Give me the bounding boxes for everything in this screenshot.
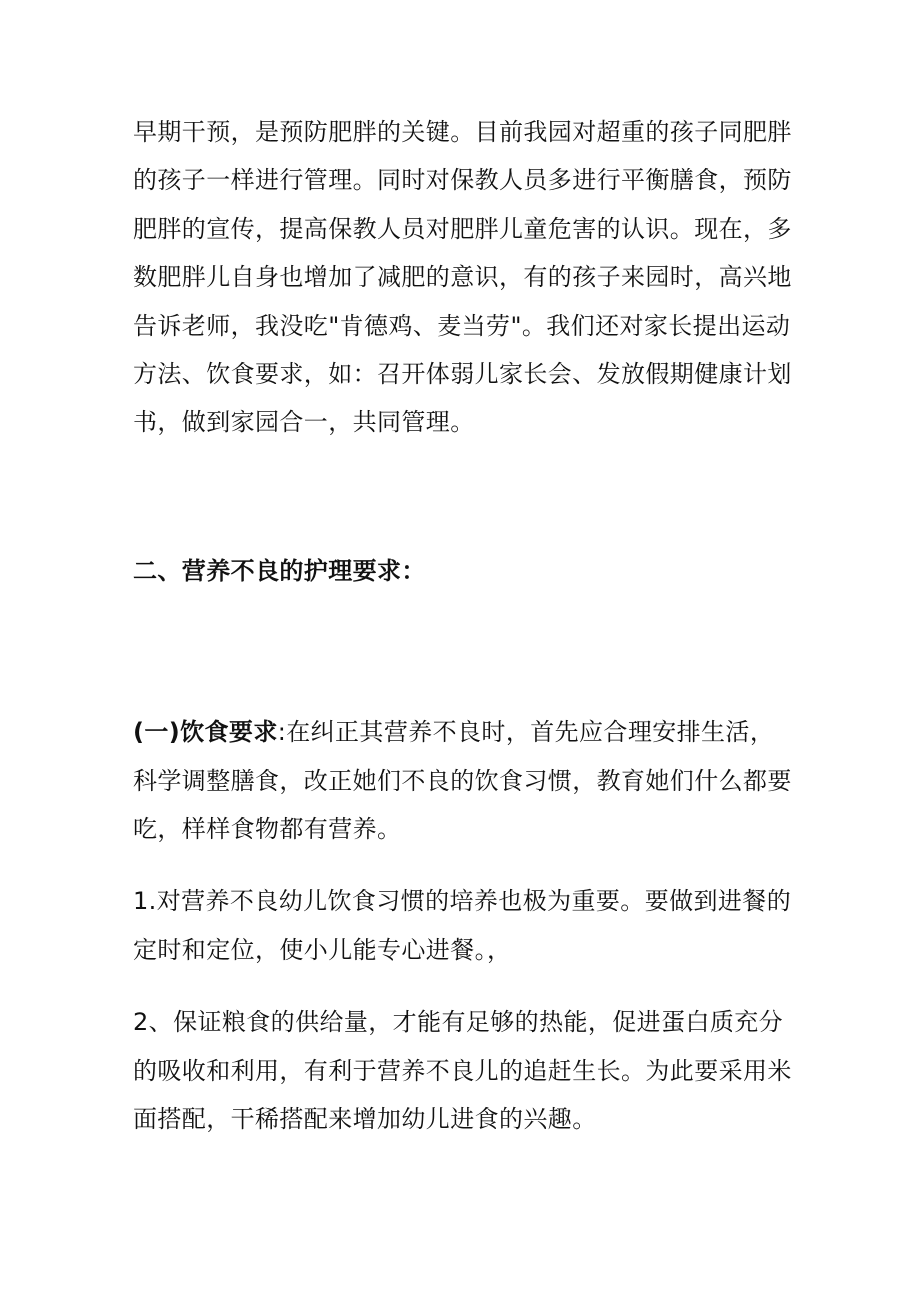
list-item-line: 1.对营养不良幼儿饮食习惯的培养也极为重要。要做到进餐的	[133, 887, 792, 915]
paragraph-line: 告诉老师，我没吃"肯德鸡、麦当劳"。我们还对家长提出运动	[133, 312, 791, 340]
paragraph-line: 肥胖的宣传，提高保教人员对肥胖儿童危害的认识。现在，多	[133, 215, 792, 243]
paragraph-line: 的孩子一样进行管理。同时对保教人员多进行平衡膳食，预防	[133, 166, 792, 194]
subsection-text: :在纠正其营养不良时，首先应合理安排生活，	[277, 718, 775, 746]
subsection-heading: (一)饮食要求	[133, 718, 278, 746]
list-item-line: 的吸收和利用，有利于营养不良儿的追赶生长。为此要采用米	[133, 1057, 792, 1085]
list-item-line: 2、保证粮食的供给量，才能有足够的热能，促进蛋白质充分	[133, 1008, 784, 1036]
paragraph-line: 早期干预，是预防肥胖的关键。目前我园对超重的孩子同肥胖	[133, 118, 792, 146]
subsection-first-line	[133, 717, 774, 747]
paragraph-line: 书，做到家园合一，共同管理。	[133, 408, 475, 436]
list-item-line: 定时和定位，使小儿能专心进餐。，	[133, 936, 512, 964]
section-heading: 二、营养不良的护理要求：	[133, 557, 426, 585]
paragraph-line: 数肥胖儿自身也增加了减肥的意识，有的孩子来园时，高兴地	[133, 263, 792, 291]
paragraph-line: 方法、饮食要求，如：召开体弱儿家长会、发放假期健康计划	[133, 360, 792, 388]
paragraph-line: 吃，样样食物都有营养。	[133, 815, 402, 843]
paragraph-line: 科学调整膳食，改正她们不良的饮食习惯，教育她们什么都要	[133, 767, 792, 795]
list-item-line: 面搭配，干稀搭配来增加幼儿进食的兴趣。	[133, 1105, 597, 1133]
